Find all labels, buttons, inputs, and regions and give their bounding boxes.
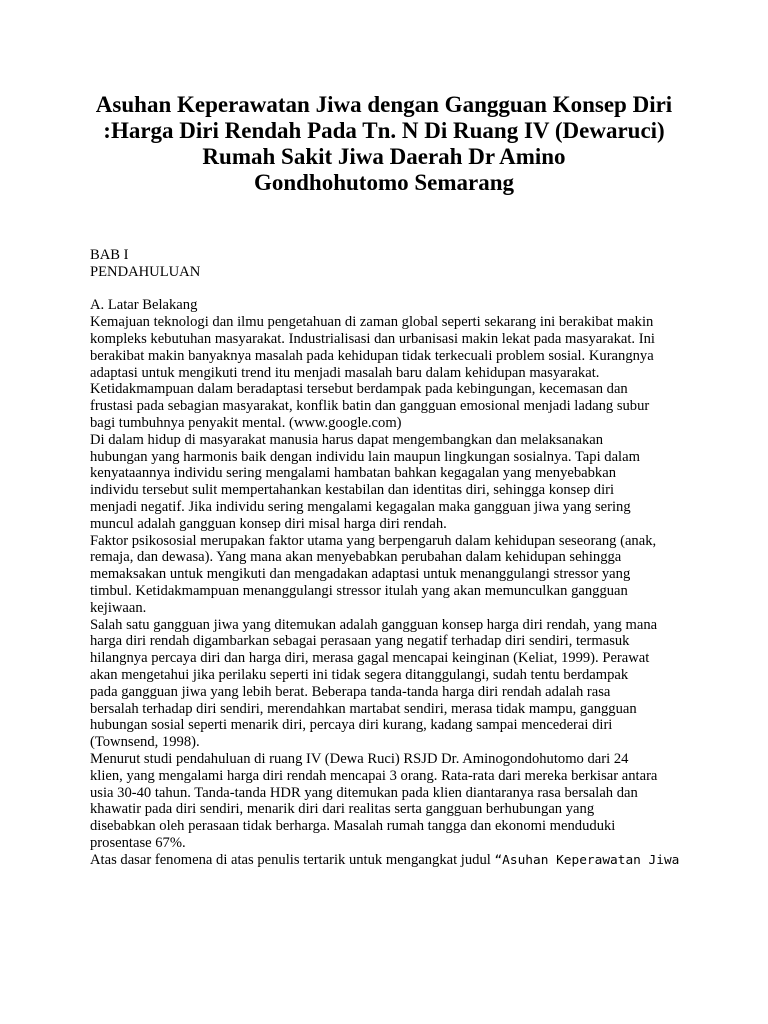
document-body bbox=[90, 247, 690, 869]
body-line: Di dalam hidup di masyarakat manusia harus dapat mengembangkan dan melaksanakan bbox=[90, 431, 604, 448]
body-line: muncul adalah gangguan konsep diri misal harga diri rendah. bbox=[90, 515, 447, 532]
body-line: timbul. Ketidakmampuan menanggulangi stressor itulah yang akan memunculkan gangguan bbox=[90, 582, 628, 599]
body-line: klien, yang mengalami harga diri rendah mencapai 3 orang. Rata-rata dari mereka berkisar antara bbox=[90, 767, 658, 784]
document-title bbox=[70, 92, 698, 196]
body-line: adaptasi untuk mengikuti trend itu menjadi masalah baru dalam kehidupan masyarakat. bbox=[90, 364, 600, 381]
body-line: Salah satu gangguan jiwa yang ditemukan adalah gangguan konsep harga diri rendah, yang mana bbox=[90, 616, 658, 633]
body-line: hilangnya percaya diri dan harga diri, merasa gagal mencapai keinginan (Keliat, 1999). Perawat bbox=[90, 650, 650, 667]
title-line: :Harga Diri Rendah Pada Tn. N Di Ruang IV (Dewaruci) bbox=[103, 118, 665, 143]
body-line: prosentase 67%. bbox=[90, 834, 186, 851]
body-line: menjadi negatif. Jika individu sering mengalami kegagalan maka gangguan jiwa yang sering bbox=[90, 498, 631, 515]
body-line: harga diri rendah digambarkan sebagai perasaan yang negatif terhadap diri sendiri, termasuk bbox=[90, 633, 630, 650]
body-line: disebabkan oleh perasaan tidak berharga. Masalah rumah tangga dan ekonomi menduduki bbox=[90, 818, 616, 835]
last-line-quoted-title: “Asuhan Keperawatan Jiwa bbox=[494, 852, 680, 868]
body-line: Kemajuan teknologi dan ilmu pengetahuan di zaman global seperti sekarang ini berakibat makin bbox=[90, 314, 654, 331]
body-line: hubungan sosial seperti menarik diri, percaya diri kurang, kadang sampai mencederai diri bbox=[90, 717, 613, 734]
body-line: remaja, dan dewasa). Yang mana akan menyebabkan perubahan dalam kehidupan sehingga bbox=[90, 549, 622, 566]
chapter-title: PENDAHULUAN bbox=[90, 263, 201, 280]
body-line: hubungan yang harmonis baik dengan individu lain maupun lingkungan sosialnya. Tapi dalam bbox=[90, 448, 640, 465]
body-line: khawatir pada diri sendiri, menarik diri dari realitas serta gangguan berhubungan yang bbox=[90, 801, 595, 818]
body-line: usia 30-40 tahun. Tanda-tanda HDR yang ditemukan pada klien diantaranya rasa bersalah dan bbox=[90, 784, 638, 801]
body-line: kejiwaan. bbox=[90, 599, 147, 616]
blank-line bbox=[90, 281, 690, 298]
body-line: kenyataannya individu sering mengalami hambatan bahkan kegagalan yang menyebabkan bbox=[90, 465, 616, 482]
body-line: berakibat makin banyaknya masalah pada kehidupan tidak terkecuali problem sosial. Kurangnya bbox=[90, 347, 654, 364]
body-line: individu tersebut sulit mempertahankan kestabilan dan identitas diri, sehingga konsep diri bbox=[90, 482, 615, 499]
body-line: pada gangguan jiwa yang lebih berat. Beberapa tanda-tanda harga diri rendah adalah rasa bbox=[90, 683, 611, 700]
body-line: bersalah terhadap diri sendiri, merendahkan martabat sendiri, merasa tidak mampu, gangguan bbox=[90, 700, 637, 717]
last-line-text: Atas dasar fenomena di atas penulis tertarik untuk mengangkat judul bbox=[90, 851, 491, 868]
title-line: Gondhohutomo Semarang bbox=[253, 170, 515, 195]
section-heading: A. Latar Belakang bbox=[90, 297, 198, 314]
title-line: Rumah Sakit Jiwa Daerah Dr Amino bbox=[202, 144, 566, 169]
body-line: kompleks kebutuhan masyarakat. Industrialisasi dan urbanisasi makin lekat pada masyarakat. Ini bbox=[90, 330, 655, 347]
body-line: bagi tumbuhnya penyakit mental. (www.google.com) bbox=[90, 414, 402, 431]
body-line-last bbox=[90, 852, 690, 870]
chapter-number: BAB I bbox=[90, 247, 129, 263]
body-line: akan mengetahui jika perilaku seperti ini tidak segera ditanggulangi, sudah tentu berdampak bbox=[90, 666, 629, 683]
body-line: Menurut studi pendahuluan di ruang IV (Dewa Ruci) RSJD Dr. Aminogondohutomo dari 24 bbox=[90, 750, 629, 767]
title-line: Asuhan Keperawatan Jiwa dengan Gangguan Konsep Diri bbox=[95, 92, 673, 117]
body-line: Ketidakmampuan dalam beradaptasi tersebut berdampak pada kebingungan, kecemasan dan bbox=[90, 381, 628, 398]
body-line: Faktor psikososial merupakan faktor utama yang berpengaruh dalam kehidupan seseorang (anak, bbox=[90, 532, 657, 549]
body-line: memaksakan untuk mengikuti dan mengadakan adaptasi untuk menanggulangi stressor yang bbox=[90, 566, 631, 583]
body-line: frustasi pada sebagian masyarakat, konflik batin dan gangguan emosional menjadi ladang subur bbox=[90, 398, 650, 415]
body-line: (Townsend, 1998). bbox=[90, 734, 200, 751]
